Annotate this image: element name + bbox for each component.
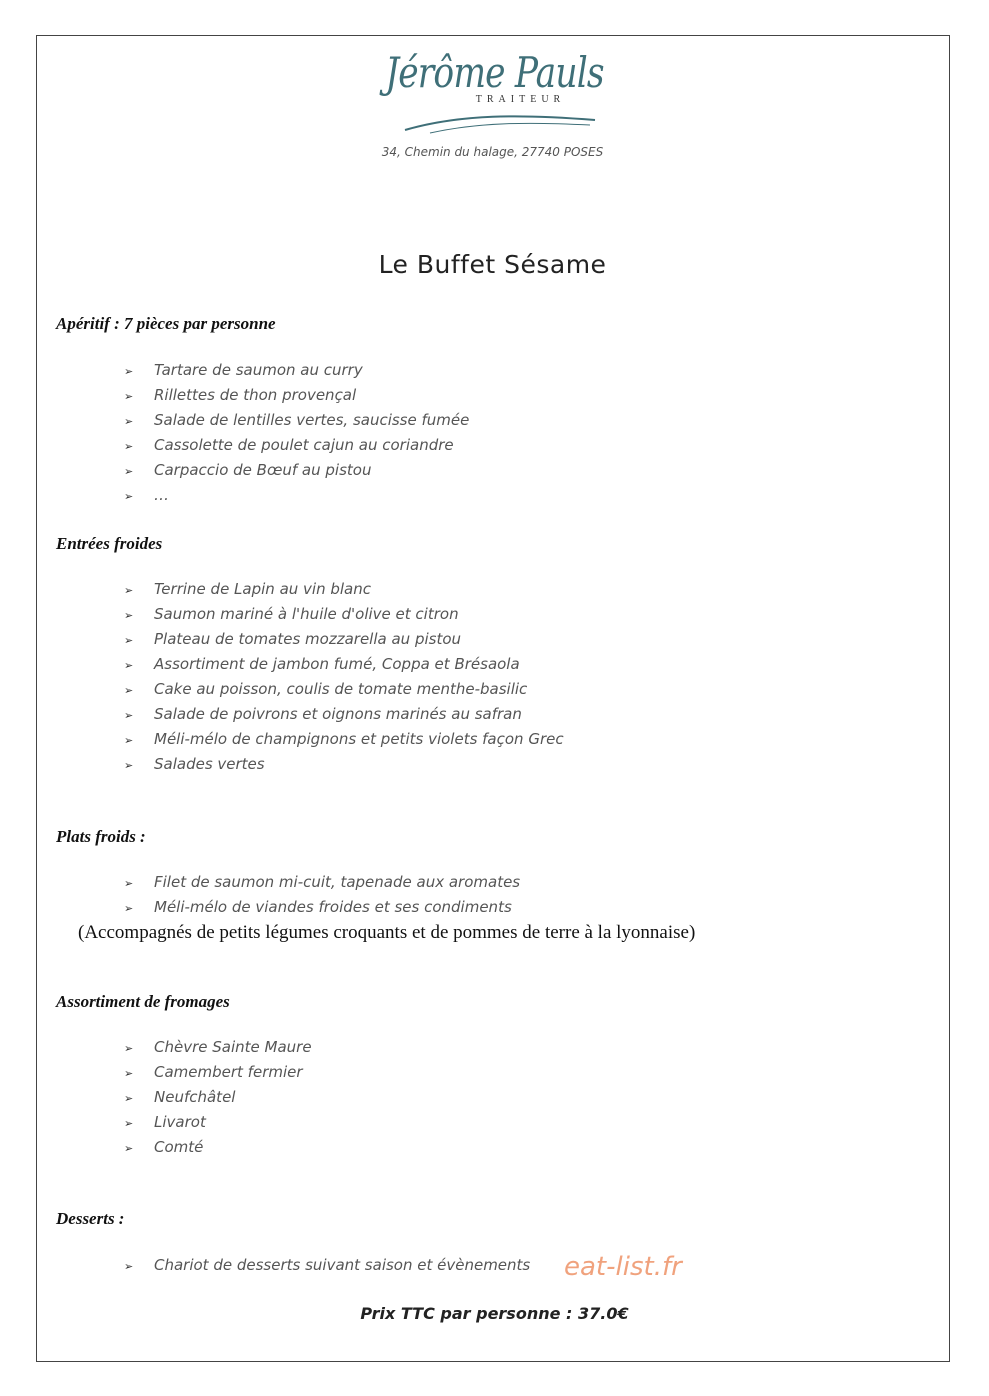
list-fromages (124, 1035, 312, 1160)
arrow-bullet-icon: ➢ (124, 877, 134, 890)
arrow-bullet-icon: ➢ (124, 734, 134, 747)
arrow-bullet-icon: ➢ (124, 634, 134, 647)
list-item: ➢ Méli-mélo de champignons et petits violets façon Grec (124, 727, 564, 752)
arrow-bullet-icon: ➢ (124, 759, 134, 772)
arrow-bullet-icon: ➢ (124, 365, 134, 378)
list-entrees (124, 577, 564, 777)
list-item: ➢ Neufchâtel (124, 1085, 312, 1110)
list-item: ➢ Camembert fermier (124, 1060, 312, 1085)
arrow-bullet-icon: ➢ (124, 1042, 134, 1055)
list-item: ➢ Comté (124, 1135, 312, 1160)
arrow-bullet-icon: ➢ (124, 390, 134, 403)
list-aperitif (124, 358, 469, 508)
logo (0, 48, 989, 105)
list-item: ➢ Chèvre Sainte Maure (124, 1035, 312, 1060)
section-heading-aperitif: Apéritif : 7 pièces par personne (56, 314, 276, 333)
list-desserts (124, 1253, 530, 1278)
arrow-bullet-icon: ➢ (124, 465, 134, 478)
plats-note: (Accompagnés de petits légumes croquants et de pommes de terre à la lyonnaise) (78, 922, 696, 943)
arrow-bullet-icon: ➢ (124, 1142, 134, 1155)
list-item: ➢ Tartare de saumon au curry (124, 358, 469, 383)
list-item: ➢ Cassolette de poulet cajun au coriandre (124, 433, 469, 458)
arrow-bullet-icon: ➢ (124, 609, 134, 622)
list-item: ➢ Filet de saumon mi-cuit, tapenade aux aromates (124, 870, 520, 895)
logo-name: Jérôme Pauls (385, 48, 604, 97)
arrow-bullet-icon: ➢ (124, 490, 134, 503)
section-heading-fromages: Assortiment de fromages (56, 992, 230, 1011)
section-heading-entrees: Entrées froides (56, 534, 163, 553)
list-item: ➢ Assortiment de jambon fumé, Coppa et Brésaola (124, 652, 564, 677)
list-item: ➢ Saumon mariné à l'huile d'olive et citron (124, 602, 564, 627)
list-item: ➢ Carpaccio de Bœuf au pistou (124, 458, 469, 483)
list-item: ➢ Plateau de tomates mozzarella au pistou (124, 627, 564, 652)
list-item: ➢ Cake au poisson, coulis de tomate menthe-basilic (124, 677, 564, 702)
arrow-bullet-icon: ➢ (124, 659, 134, 672)
arrow-bullet-icon: ➢ (124, 709, 134, 722)
arrow-bullet-icon: ➢ (124, 1092, 134, 1105)
list-item: ➢ Salade de poivrons et oignons marinés au safran (124, 702, 564, 727)
list-item: ➢ … (124, 483, 469, 508)
arrow-bullet-icon: ➢ (124, 1117, 134, 1130)
address: 34, Chemin du halage, 27740 POSES (381, 145, 604, 159)
section-heading-plats: Plats froids : (56, 827, 146, 846)
list-item: ➢ Livarot (124, 1110, 312, 1135)
price-per-person: Prix TTC par personne : 37.0€ (360, 1304, 629, 1323)
arrow-bullet-icon: ➢ (124, 584, 134, 597)
list-item: ➢ Salades vertes (124, 752, 564, 777)
section-heading-desserts: Desserts : (56, 1209, 125, 1228)
logo-swoosh-icon (400, 106, 600, 136)
arrow-bullet-icon: ➢ (124, 415, 134, 428)
arrow-bullet-icon: ➢ (124, 440, 134, 453)
list-item: ➢ Méli-mélo de viandes froides et ses condiments (124, 895, 520, 920)
arrow-bullet-icon: ➢ (124, 684, 134, 697)
arrow-bullet-icon: ➢ (124, 1067, 134, 1080)
list-item: ➢ Rillettes de thon provençal (124, 383, 469, 408)
menu-title: Le Buffet Sésame (378, 250, 607, 279)
list-item: ➢ Salade de lentilles vertes, saucisse fumée (124, 408, 469, 433)
arrow-bullet-icon: ➢ (124, 1260, 134, 1273)
list-item: ➢ Terrine de Lapin au vin blanc (124, 577, 564, 602)
logo-subtitle: TRAITEUR (475, 94, 566, 105)
watermark: eat-list.fr (564, 1252, 682, 1282)
list-item: ➢ Chariot de desserts suivant saison et évènements (124, 1253, 530, 1278)
list-plats (124, 870, 520, 920)
arrow-bullet-icon: ➢ (124, 902, 134, 915)
